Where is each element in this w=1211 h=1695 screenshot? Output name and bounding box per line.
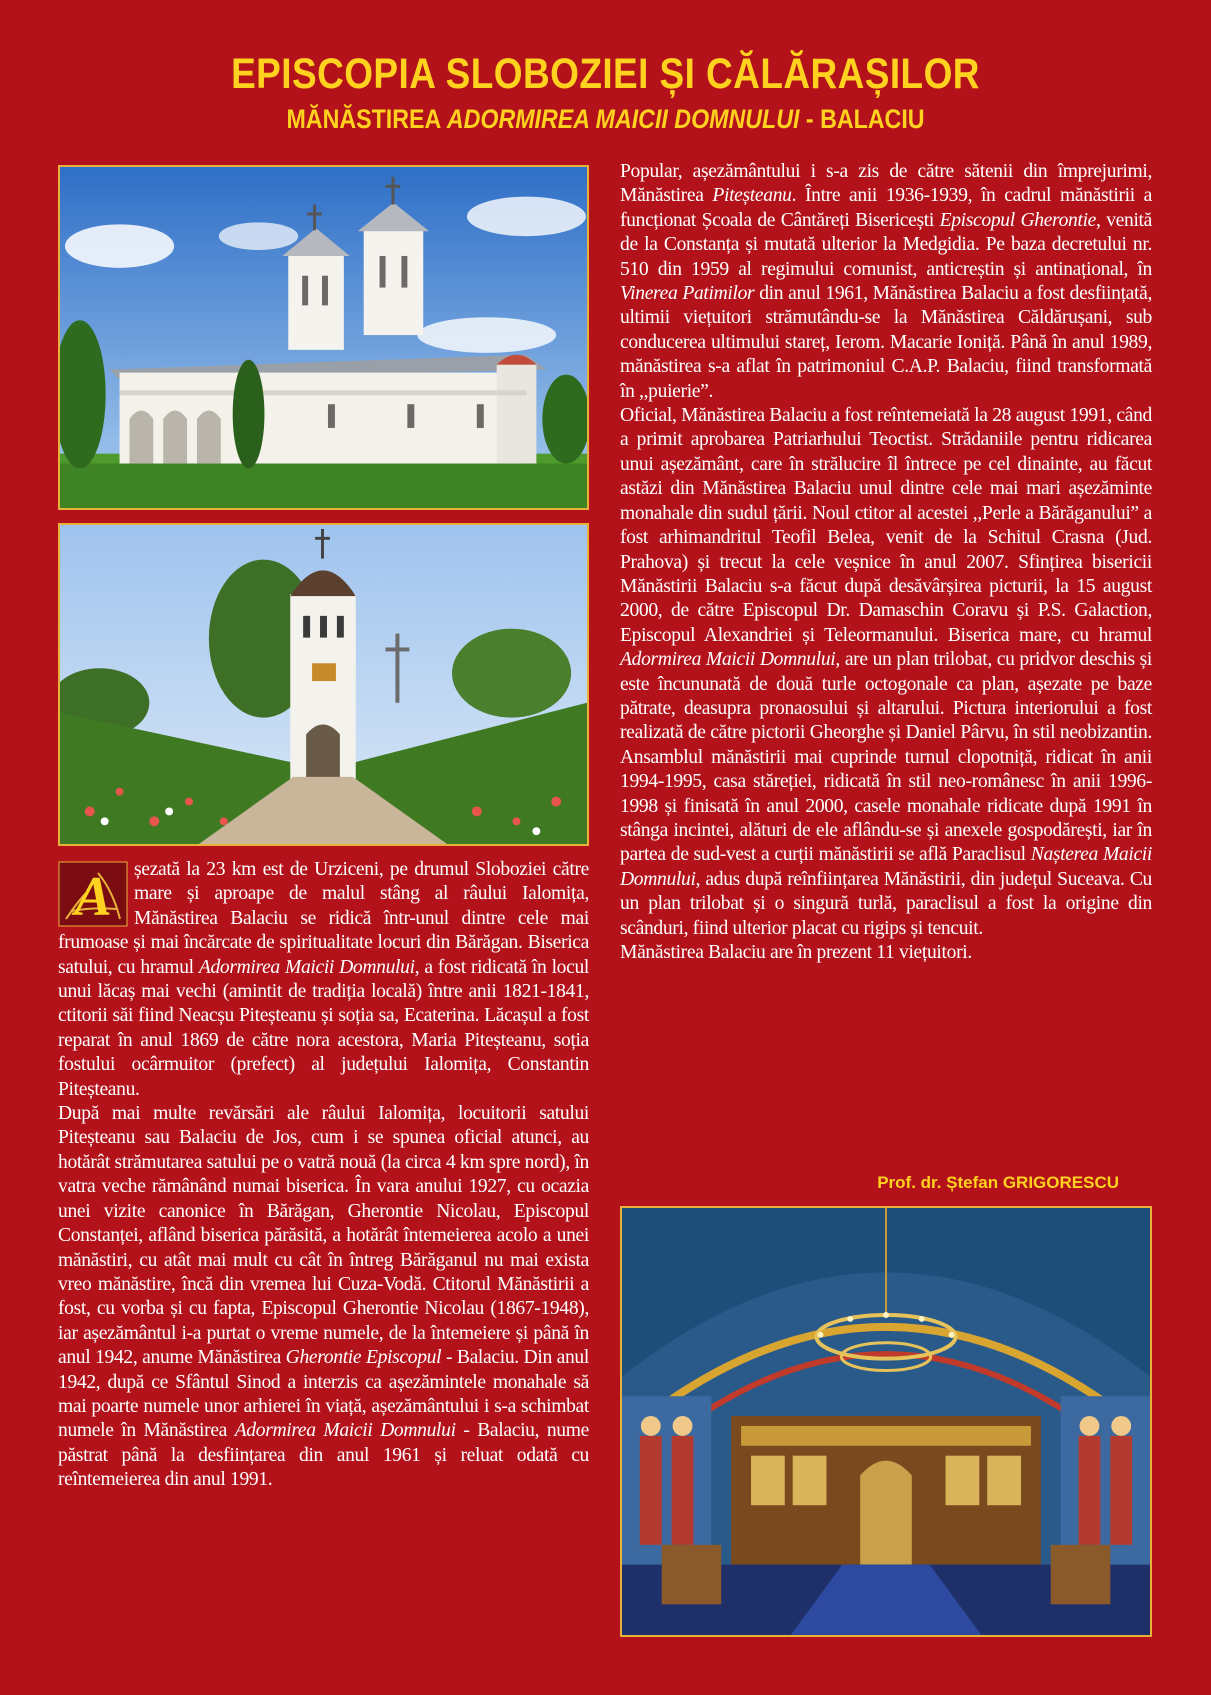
text-run: - Balaciu, nume păstrat până la desființarea din anul 1961 și reluat odată cu reîntemeierea din anul 1991. <box>58 1420 589 1491</box>
text-run: , venită de la Constanța și mutată ulterior la Medgidia. Pe baza decretului nr. 510 din 1959 al regimului comunist, anticreștin și antinațional, în <box>620 209 1152 280</box>
church-photo <box>58 165 589 510</box>
text-run-italic: Episcopul Gherontie <box>939 209 1097 231</box>
text-run-italic: Nașterea Maicii Domnului <box>620 844 1152 890</box>
page-subtitle <box>85 104 1126 135</box>
text-run-italic: Gherontie Episcopul <box>285 1347 442 1369</box>
text-run-italic: Adormirea Maicii Domnului <box>234 1420 456 1442</box>
ornamental-initial-icon <box>58 861 128 927</box>
text-run: Popular, așezământului i s-a zis de către sătenii din împrejurimi, Mănăstirea <box>620 161 1152 207</box>
right-text-column <box>620 160 1152 965</box>
subtitle-suffix: - BALACIU <box>799 104 925 134</box>
bell-tower-illustration <box>60 525 587 844</box>
author-signature: Prof. dr. Ștefan GRIGORESCU <box>877 1173 1119 1192</box>
left-paragraph-1 <box>58 858 589 1102</box>
page-title: EPISCOPIA SLOBOZIEI ȘI CĂLĂRAȘILOR <box>231 50 980 98</box>
text-run: din anul 1961, Mănăstirea Balaciu a fost desființată, ultimii viețuitori strămutându-se la Mănăstirea Căldărușani, sub conducerea ultimului stareț, Ierom. Macarie Ioniță. Până în anul 1989, mănăstirea s-a aflat în patrimoniul C.A.P. Balaciu, fiind transformată în ,,puierie”. <box>620 283 1152 402</box>
bell-tower-photo <box>58 523 589 846</box>
right-paragraph-2 <box>620 404 1152 941</box>
text-run: . Între anii 1936-1939, în cadrul mănăstirii a funcționat Școala de Cântăreți Bisericești <box>620 185 1152 231</box>
drop-cap-initial <box>58 861 128 927</box>
interior-illustration <box>622 1208 1150 1635</box>
church-interior-photo <box>620 1206 1152 1637</box>
text-run: , adus după reînființarea Mănăstirii, din județul Suceava. Cu un plan trilobat și o singură turlă, paraclisul a fost la origine din scânduri, fiind ulterior placat cu rigips și tencuit. <box>620 868 1152 939</box>
text-run: are un plan trilobat, cu pridvor deschis și este încununată de două turle octogonale ca plan, așezate pe baze pătrate, deasupra pronaosului și altarului. Pictura interiorului a fost realizată de către pictorii Gheorghe și Daniel Pârvu, în stil neobizantin. Ansamblul mănăstirii mai cuprinde turnul clopotniță, ridicat în anii 1994-1995, casa stăreției, ridicată în stil neo-românesc în anii 1996-1998 și finisată în anul 2000, casele monahale ridicate după 1991 în stânga incintei, alături de ele aflându-se și anexele gospodărești, iar în partea de sud-vest a curții mănăstirii se află Paraclisul <box>620 649 1153 866</box>
left-paragraph-2 <box>58 1102 589 1493</box>
text-run-italic: Vinerea Patimilor <box>620 283 755 305</box>
text-run-italic: Adormirea Maicii Domnului, <box>620 649 840 671</box>
text-run: - Balaciu. Din anul 1942, după ce Sfântul Sinod a interzis ca așezămintele monahale să mai poarte numele unor arhierei în viață, așezământului i s-a schimbat numele în Mănăstirea <box>58 1347 589 1442</box>
text-run: șezată la 23 km est de Urziceni, pe drumul Sloboziei către mare și aproape de malul stâng al râului Ialomița, Mănăstirea Balaciu se ridică într-unul dintre cele mai frumoase și mai încărcate de spiritualitate locuri din Bărăgan. Biserica satului, cu hramul <box>58 859 589 978</box>
right-paragraph-3: Mănăstirea Balaciu are în prezent 11 viețuitori. <box>620 942 972 963</box>
text-run-italic: Piteșteanu <box>712 185 792 207</box>
church-illustration <box>60 167 587 508</box>
subtitle-prefix: MĂNĂSTIREA <box>286 104 447 134</box>
right-paragraph-1 <box>620 160 1152 404</box>
text-run: , a fost ridicată în locul unui lăcaș mai vechi (amintit de tradiția locală) între anii 1821-1841, ctitorii săi fiind Neacșu Piteșteanu și soția sa, Ecaterina. Lăcașul a fost reparat în anul 1869 de către nora acestora, Maria Piteșteanu, soția fostului ocârmuitor (prefect) al județului Ialomița, Constantin Piteșteanu. <box>58 956 590 1100</box>
subtitle-italic: ADORMIREA MAICII DOMNULUI <box>446 104 800 134</box>
left-text-column <box>58 858 589 1493</box>
text-run: După mai multe revărsări ale râului Ialomița, locuitorii satului Piteșteanu sau Balaciu de Jos, cum i se spunea oficial atunci, au hotărât strămutarea satului pe o vatră nouă (la circa 4 km spre nord), în vatra veche rămânând numai biserica. În vara anului 1927, cu ocazia unei vizite canonice în Bărăgan, Gherontie Nicolau, Episcopul Constanței, aflând biserica părăsită, a hotărât întemeierea acolo a unei mănăstiri, cu atât mai mult cu cât în întreg Bărăganul nu mai exista vreo mănăstire, încă din vremea lui Cuza-Vodă. Ctitorul Mănăstirii a fost, cu vorba și cu fapta, Episcopul Gherontie Nicolau (1867-1948), iar așezământul i-a purtat o vreme numele, de la întemeiere și până în anul 1942, anume Mănăstirea <box>58 1103 589 1369</box>
text-run-italic: Adormirea Maicii Domnului <box>198 956 415 978</box>
svg-text:A: A <box>74 866 112 927</box>
text-run: Oficial, Mănăstirea Balaciu a fost reîntemeiată la 28 august 1991, când a primit aprobarea Patriarhului Teoctist. Strădaniile pentru ridicarea unui așezământ, care în strălucire îl întrece pe cel dinainte, au făcut astăzi din Mănăstirea Balaciu unul dintre cele mai mari așezăminte monahale din sudul țării. Noul ctitor al acestei ,,Perle a Bărăganului” a fost arhimandritul Teofil Belea, venit de la Schitul Crasna (Jud. Prahova) și trecut la cele veșnice în anul 2007. Sfințirea bisericii Mănăstirii Balaciu s-a făcut după desăvârșirea picturii, la 15 august 2000, de către Episcopul Dr. Damaschin Coravu și P.S. Galaction, Episcopul Alexandriei și Teleormanului. Biserica mare, cu hramul <box>620 405 1152 646</box>
